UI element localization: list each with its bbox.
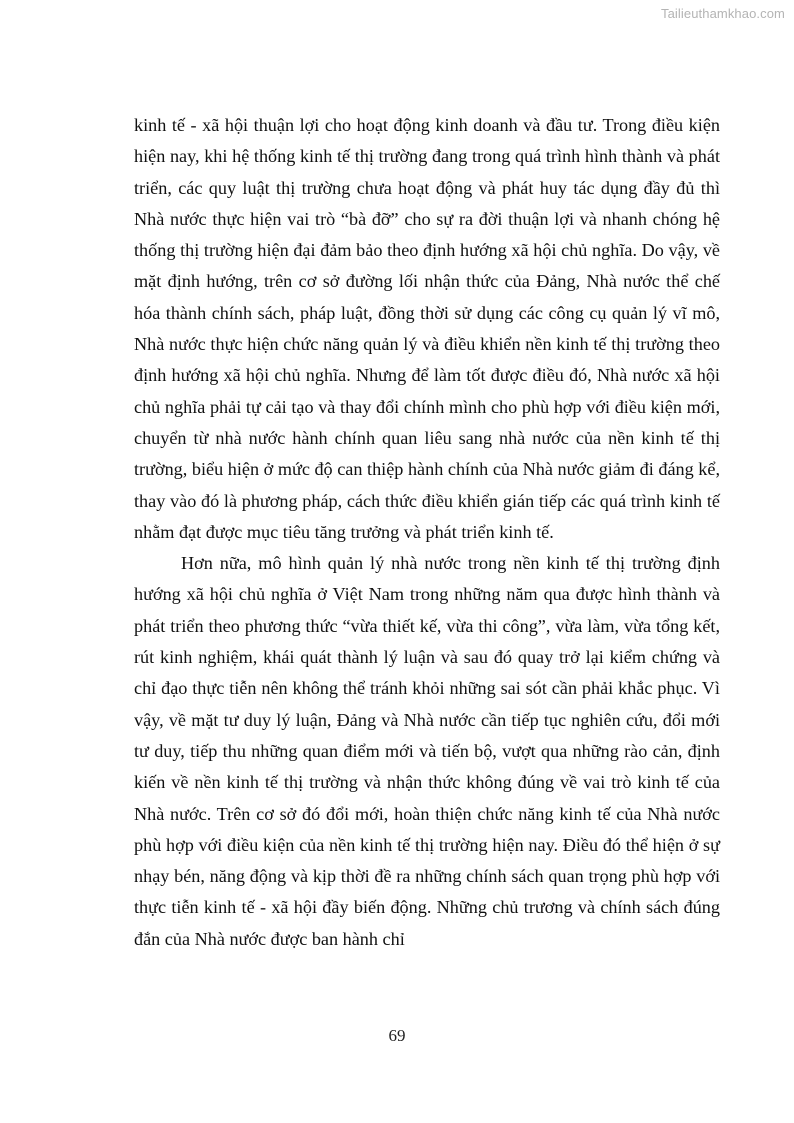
paragraph-continuation: kinh tế - xã hội thuận lợi cho hoạt động kinh doanh và đầu tư. Trong điều kiện hiện nay, khi hệ thống kinh tế thị trường đang trong quá trình hình thành và phát triển, các quy luật thị trường chưa hoạt động và phát huy tác dụng đầy đủ thì Nhà nước thực hiện vai trò “bà đỡ” cho sự ra đời thuận lợi và nhanh chóng hệ thống thị trường hiện đại đảm bảo theo định hướng xã hội chủ nghĩa. Do vậy, về mặt định hướng, trên cơ sở đường lối nhận thức của Đảng, Nhà nước thể chế hóa thành chính sách, pháp luật, đồng thời sử dụng các công cụ quản lý vĩ mô, Nhà nước thực hiện chức năng quản lý và điều khiển nền kinh tế thị trường theo định hướng xã hội chủ nghĩa. Nhưng để làm tốt được điều đó, Nhà nước xã hội chủ nghĩa phải tự cải tạo và thay đổi chính mình cho phù hợp với điều kiện mới, chuyển từ nhà nước hành chính quan liêu sang nhà nước của nền kinh tế thị trường, biểu hiện ở mức độ can thiệp hành chính của Nhà nước giảm đi đáng kể, thay vào đó là phương pháp, cách thức điều khiển gián tiếp các quá trình kinh tế nhằm đạt được mục tiêu tăng trưởng và phát triển kinh tế. (134, 115, 720, 542)
document-body (134, 110, 720, 955)
page-number: 69 (388, 1026, 406, 1045)
watermark-text: Tailieuthamkhao.com (660, 6, 785, 21)
paragraph: Hơn nữa, mô hình quản lý nhà nước trong nền kinh tế thị trường định hướng xã hội chủ nghĩa ở Việt Nam trong những năm qua được hình thành và phát triển theo phương thức “vừa thiết kế, vừa thi công”, vừa làm, vừa tổng kết, rút kinh nghiệm, khái quát thành lý luận và sau đó quay trở lại kiểm chứng và chỉ đạo thực tiễn nên không thể tránh khỏi những sai sót cần phải khắc phục. Vì vậy, về mặt tư duy lý luận, Đảng và Nhà nước cần tiếp tục nghiên cứu, đổi mới tư duy, tiếp thu những quan điểm mới và tiến bộ, vượt qua những rào cản, định kiến về nền kinh tế thị trường và nhận thức không đúng về vai trò kinh tế của Nhà nước. Trên cơ sở đó đổi mới, hoàn thiện chức năng kinh tế của Nhà nước phù hợp với điều kiện của nền kinh tế thị trường hiện nay. Điều đó thể hiện ở sự nhạy bén, năng động và kịp thời đề ra những chính sách quan trọng phù hợp với thực tiễn kinh tế - xã hội đầy biến động. Những chủ trương và chính sách đúng đắn của Nhà nước được ban hành chỉ (134, 553, 720, 949)
